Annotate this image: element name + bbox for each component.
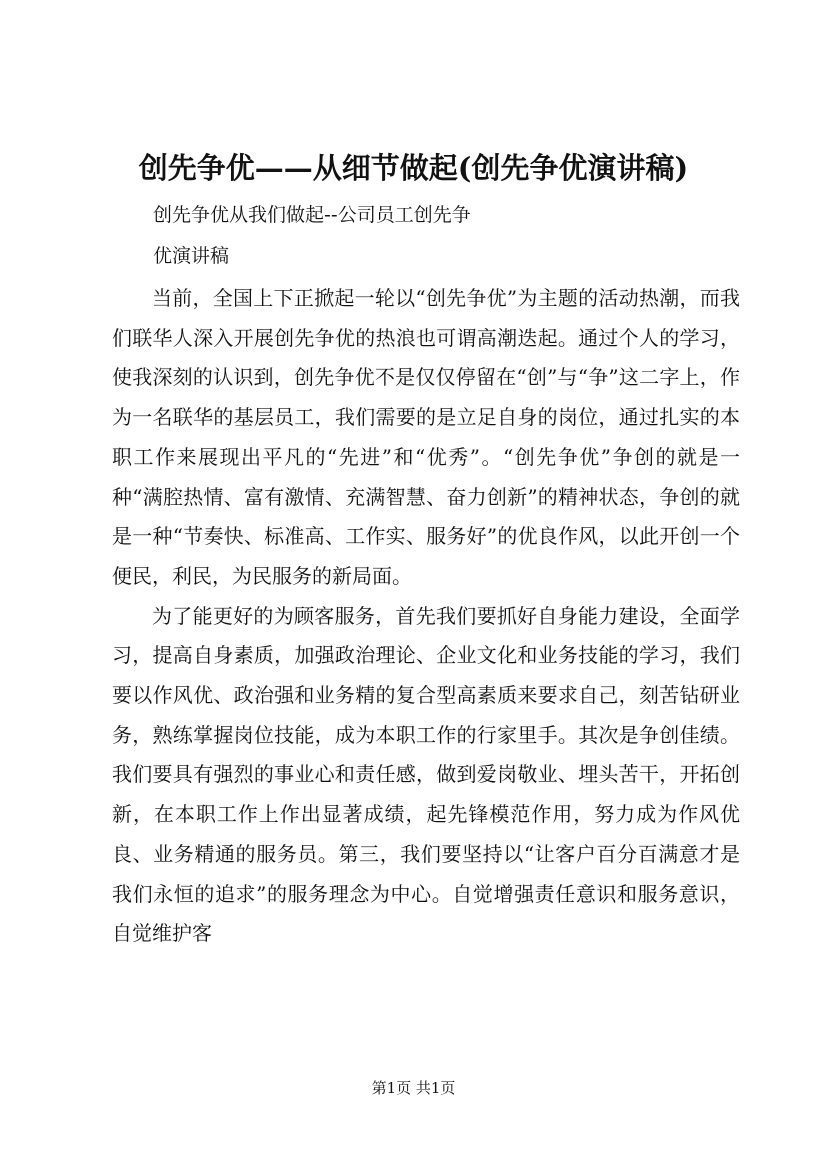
document-subtitle-line-2: 优演讲稿 [153,245,230,267]
body-paragraph-2: 为了能更好的为顾客服务，首先我们要抓好自身能力建设，全面学习，提高自身素质，加强政治理论、企业文化和业务技能的学习，我们要以作风优、政治强和业务精的复合型高素质来要求自己，刻苦钻研业务，熟练掌握岗位技能，成为本职工作的行家里手。其次是争创佳绩。我们要具有强烈的事业心和责任感，做到爱岗敬业、埋头苦干，开拓创新，在本职工作上作出显著成绩，起先锋模范作用，努力成为作风优良、业务精通的服务员。第三，我们要坚持以“让客户百分百满意才是我们永恒的追求”的服务理念为中心。自觉增强责任意识和服务意识，自觉维护客 [112,603,740,946]
body-paragraph-1: 当前，全国上下正掀起一轮以“创先争优”为主题的活动热潮，而我们联华人深入开展创先争优的热浪也可谓高潮迭起。通过个人的学习，使我深刻的认识到，创先争优不是仅仅停留在“创”与“争”这二字上，作为一名联华的基层员工，我们需要的是立足自身的岗位，通过扎实的本职工作来展现出平凡的“先进”和“优秀”。“创先争优”争创的就是一种“满腔热情、富有激情、充满智慧、奋力创新”的精神状态，争创的就是一种“节奏快、标准高、工作实、服务好”的优良作风，以此开创一个便民，利民，为民服务的新局面。 [112,286,740,588]
document-body [112,279,740,954]
page-footer: 第1页 共1页 [371,1079,456,1097]
document-title: 创先争优——从细节做起(创先争优演讲稿) [138,151,689,185]
document-subtitle-line-1: 创先争优从我们做起--公司员工创先争 [153,204,471,226]
